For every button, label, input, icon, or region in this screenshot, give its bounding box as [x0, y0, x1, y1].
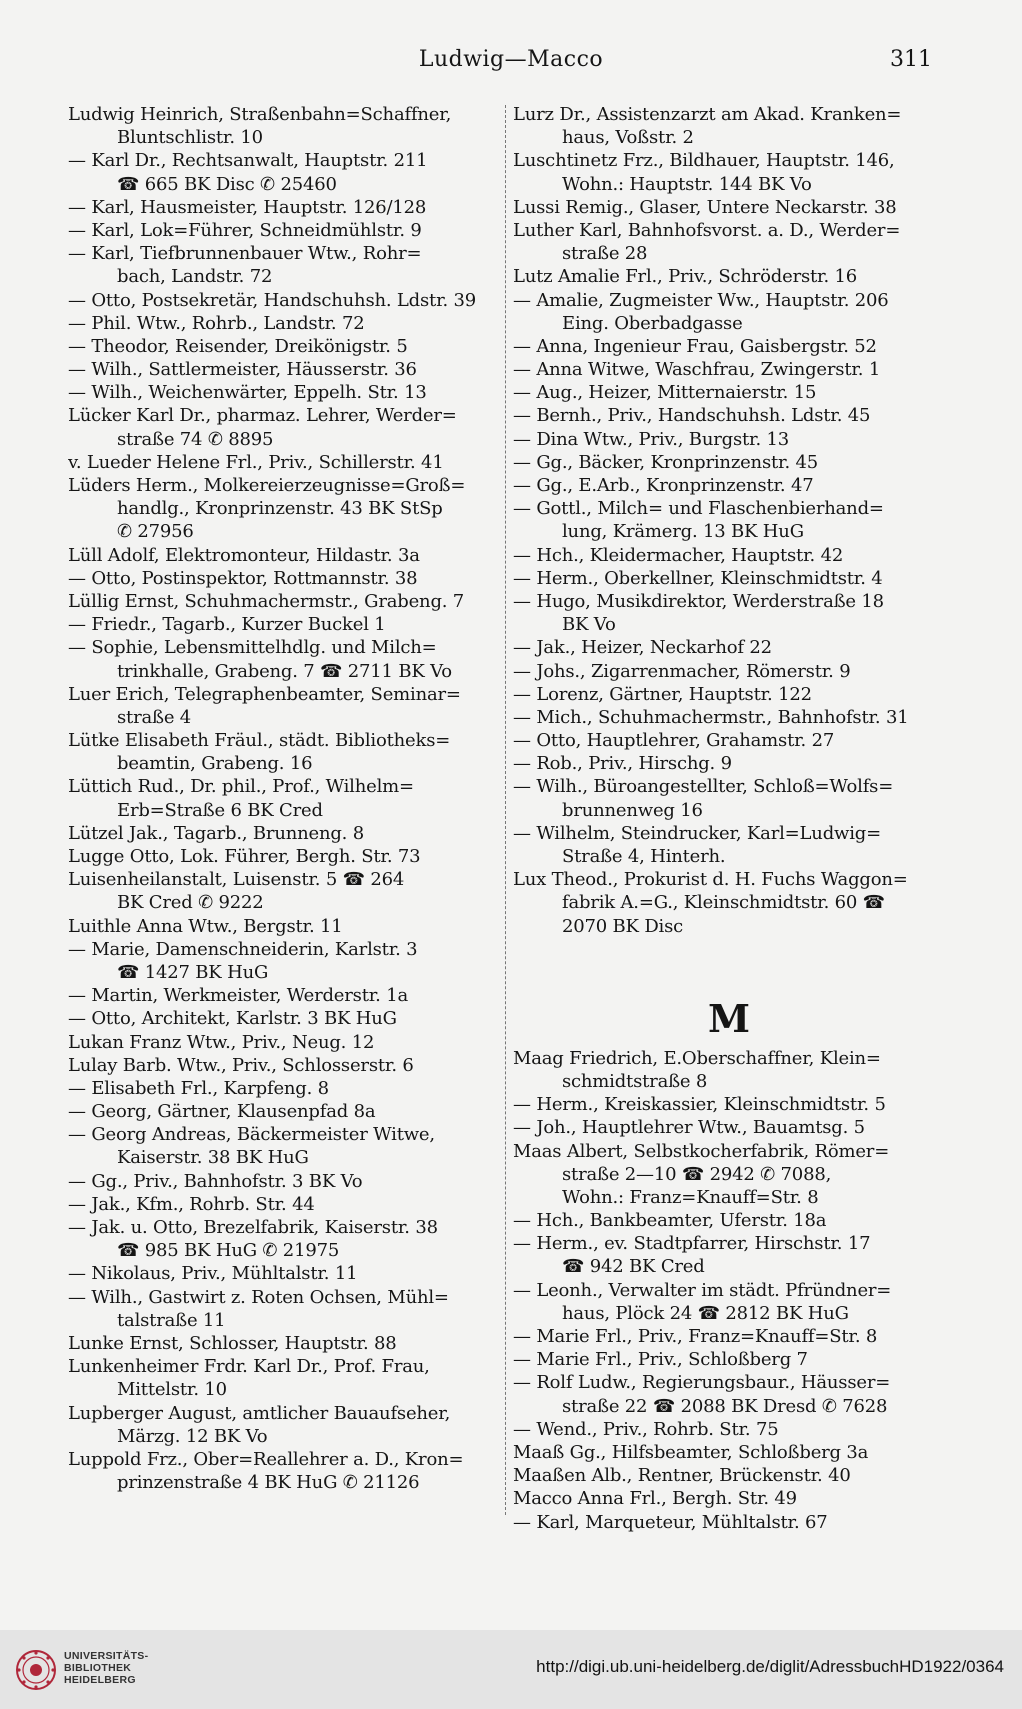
directory-entry: — Gg., Priv., Bahnhofstr. 3 BK Vo	[68, 1170, 363, 1192]
directory-entry: — Georg, Gärtner, Klausenpfad 8a	[68, 1101, 376, 1123]
directory-entry: — Dina Wtw., Priv., Burgstr. 13	[513, 428, 789, 450]
directory-entry: Luithle Anna Wtw., Bergstr. 11	[68, 915, 343, 937]
directory-entry-continuation: straße 2—10 ☎ 2942 ✆ 7088,	[562, 1163, 832, 1185]
directory-entry: Lupberger August, amtlicher Bauaufseher,	[68, 1402, 451, 1424]
directory-entry-continuation: bach, Landstr. 72	[117, 266, 273, 288]
directory-entry: — Herm., Kreiskassier, Kleinschmidtstr. 5	[513, 1094, 886, 1116]
directory-entry: Maaßen Alb., Rentner, Brückenstr. 40	[513, 1465, 851, 1487]
directory-entry: — Phil. Wtw., Rohrb., Landstr. 72	[68, 312, 365, 334]
directory-entry: — Gg., Bäcker, Kronprinzenstr. 45	[513, 451, 818, 473]
directory-entry: Maaß Gg., Hilfsbeamter, Schloßberg 3a	[513, 1441, 869, 1463]
directory-entry: — Otto, Postsekretär, Handschuhsh. Ldstr. 39	[68, 289, 477, 311]
directory-entry: — Lorenz, Gärtner, Hauptstr. 122	[513, 683, 812, 705]
directory-entry-continuation: talstraße 11	[117, 1309, 226, 1331]
directory-entry: — Mich., Schuhmachermstr., Bahnhofstr. 31	[513, 706, 909, 728]
directory-entry-continuation: BK Cred ✆ 9222	[117, 892, 264, 914]
directory-entry: Lunke Ernst, Schlosser, Hauptstr. 88	[68, 1332, 397, 1354]
directory-entry-continuation: haus, Plöck 24 ☎ 2812 BK HuG	[562, 1302, 849, 1324]
directory-entry: — Wilh., Sattlermeister, Häusserstr. 36	[68, 359, 417, 381]
directory-entry: — Hch., Kleidermacher, Hauptstr. 42	[513, 544, 844, 566]
directory-entry: — Otto, Architekt, Karlstr. 3 BK HuG	[68, 1008, 397, 1030]
university-seal-icon	[14, 1648, 58, 1692]
directory-entry: — Elisabeth Frl., Karpfeng. 8	[68, 1077, 329, 1099]
directory-entry: — Joh., Hauptlehrer Wtw., Bauamtsg. 5	[513, 1117, 865, 1139]
directory-entry-continuation: ☎ 985 BK HuG ✆ 21975	[117, 1240, 340, 1262]
directory-entry: Lützel Jak., Tagarb., Brunneng. 8	[68, 822, 364, 844]
footer-bar	[0, 1630, 1022, 1709]
directory-entry: Ludwig Heinrich, Straßenbahn=Schaffner,	[68, 104, 452, 125]
directory-entry: — Otto, Postinspektor, Rottmannstr. 38	[68, 567, 418, 589]
directory-entry-continuation: straße 74 ✆ 8895	[117, 428, 274, 450]
directory-entry: Lukan Franz Wtw., Priv., Neug. 12	[68, 1031, 375, 1053]
directory-entry: — Karl, Hausmeister, Hauptstr. 126/128	[68, 196, 427, 218]
directory-entry: Lücker Karl Dr., pharmaz. Lehrer, Werder=	[68, 405, 457, 427]
directory-entry: — Bernh., Priv., Handschuhsh. Ldstr. 45	[513, 405, 871, 427]
directory-entry: — Johs., Zigarrenmacher, Römerstr. 9	[513, 660, 851, 682]
directory-entry: Lutz Amalie Frl., Priv., Schröderstr. 16	[513, 266, 858, 288]
directory-entry: Maas Albert, Selbstkocherfabrik, Römer=	[513, 1140, 890, 1162]
directory-entry: — Marie, Damenschneiderin, Karlstr. 3	[68, 938, 418, 960]
directory-entry: — Leonh., Verwalter im städt. Pfründner=	[513, 1279, 892, 1301]
directory-entry-continuation: prinzenstraße 4 BK HuG ✆ 21126	[117, 1472, 420, 1494]
directory-entry: — Gottl., Milch= und Flaschenbierhand=	[513, 498, 884, 520]
directory-entry-continuation: ☎ 1427 BK HuG	[117, 961, 269, 983]
directory-entry-continuation: haus, Voßstr. 2	[562, 127, 694, 149]
directory-entry: Luther Karl, Bahnhofsvorst. a. D., Werder=	[513, 219, 901, 241]
directory-entry-continuation: Bluntschlistr. 10	[117, 127, 263, 149]
directory-entry-continuation: ✆ 27956	[117, 521, 194, 543]
directory-entry: — Amalie, Zugmeister Ww., Hauptstr. 206	[513, 289, 889, 311]
directory-entry-continuation: straße 28	[562, 243, 648, 265]
running-head: Ludwig—Macco	[418, 47, 604, 72]
directory-entry: Lüllig Ernst, Schuhmachermstr., Grabeng. 7	[68, 590, 465, 612]
directory-entry: Lurz Dr., Assistenzarzt am Akad. Kranken=	[513, 104, 902, 125]
left-column	[68, 103, 498, 1494]
directory-entry: Luer Erich, Telegraphenbeamter, Seminar=	[68, 683, 461, 705]
directory-entry-continuation: fabrik A.=G., Kleinschmidtstr. 60 ☎	[562, 892, 885, 914]
section-heading-letter: M	[707, 995, 751, 1041]
directory-entry-continuation: Mittelstr. 10	[117, 1379, 227, 1401]
directory-entry: Lugge Otto, Lok. Führer, Bergh. Str. 73	[68, 846, 421, 867]
directory-entry: — Sophie, Lebensmittelhdlg. und Milch=	[68, 637, 437, 659]
directory-entry: — Wend., Priv., Rohrb. Str. 75	[513, 1418, 779, 1440]
directory-entry: Lux Theod., Prokurist d. H. Fuchs Waggon=	[513, 869, 908, 891]
directory-entry: — Karl, Marqueteur, Mühltalstr. 67	[513, 1511, 828, 1533]
directory-entry-continuation: Eing. Oberbadgasse	[562, 312, 743, 334]
right-column	[513, 103, 945, 1534]
directory-entry: — Wilh., Büroangestellter, Schloß=Wolfs=	[513, 776, 894, 798]
directory-entry-continuation: Märzg. 12 BK Vo	[117, 1425, 268, 1447]
logo-line-3: HEIDELBERG	[64, 1674, 136, 1686]
directory-entry-continuation: BK Vo	[562, 614, 616, 636]
directory-entry: — Jak., Kfm., Rohrb. Str. 44	[68, 1193, 315, 1215]
directory-entry-continuation: brunnenweg 16	[562, 799, 703, 821]
directory-entry: Luisenheilanstalt, Luisenstr. 5 ☎ 264	[68, 869, 405, 891]
directory-entry-continuation: Wohn.: Franz=Knauff=Str. 8	[562, 1186, 819, 1208]
directory-entry: — Wilh., Gastwirt z. Roten Ochsen, Mühl=	[68, 1286, 449, 1308]
directory-entry: — Karl, Lok=Führer, Schneidmühlstr. 9	[68, 219, 422, 241]
directory-entry: — Herm., ev. Stadtpfarrer, Hirschstr. 17	[513, 1233, 871, 1255]
directory-entry: Lüders Herm., Molkereierzeugnisse=Groß=	[68, 475, 466, 496]
directory-entry: — Theodor, Reisender, Dreikönigstr. 5	[68, 335, 408, 357]
directory-entry: — Gg., E.Arb., Kronprinzenstr. 47	[513, 475, 814, 496]
directory-entry: Macco Anna Frl., Bergh. Str. 49	[513, 1488, 797, 1510]
directory-entry: — Rolf Ludw., Regierungsbaur., Häusser=	[513, 1372, 891, 1394]
section-spacer	[513, 938, 945, 990]
directory-entry: — Marie Frl., Priv., Schloßberg 7	[513, 1349, 808, 1371]
directory-entry: v. Lueder Helene Frl., Priv., Schillerstr. 41	[68, 451, 444, 473]
directory-entry: — Aug., Heizer, Mitternaierstr. 15	[513, 382, 817, 404]
directory-entry: — Karl Dr., Rechtsanwalt, Hauptstr. 211	[68, 150, 428, 172]
directory-entry-continuation: Kaiserstr. 38 BK HuG	[117, 1147, 309, 1169]
directory-entry: — Herm., Oberkellner, Kleinschmidtstr. 4	[513, 567, 883, 589]
directory-entry: — Hch., Bankbeamter, Uferstr. 18a	[513, 1210, 827, 1232]
directory-entry-continuation: lung, Krämerg. 13 BK HuG	[562, 521, 804, 543]
page-number: 311	[890, 47, 932, 72]
directory-entry-continuation: straße 22 ☎ 2088 BK Dresd ✆ 7628	[562, 1395, 888, 1417]
directory-entry-continuation: Erb=Straße 6 BK Cred	[117, 799, 323, 821]
directory-entry: Lüll Adolf, Elektromonteur, Hildastr. 3a	[68, 544, 420, 566]
directory-entry: — Anna, Ingenieur Frau, Gaisbergstr. 52	[513, 335, 877, 357]
directory-entry: — Hugo, Musikdirektor, Werderstraße 18	[513, 590, 884, 612]
directory-entry: — Jak. u. Otto, Brezelfabrik, Kaiserstr. 38	[68, 1217, 438, 1238]
directory-entry-continuation: trinkhalle, Grabeng. 7 ☎ 2711 BK Vo	[117, 660, 452, 682]
directory-entry: Lütke Elisabeth Fräul., städt. Bibliotheks=	[68, 730, 451, 752]
directory-entry: — Anna Witwe, Waschfrau, Zwingerstr. 1	[513, 359, 881, 381]
directory-entry: — Marie Frl., Priv., Franz=Knauff=Str. 8	[513, 1326, 878, 1347]
directory-entry-continuation: straße 4	[117, 706, 192, 728]
library-logo-text	[64, 1650, 148, 1686]
directory-entry: — Wilh., Weichenwärter, Eppelh. Str. 13	[68, 382, 427, 404]
directory-entry: — Jak., Heizer, Neckarhof 22	[513, 637, 772, 659]
source-url-link[interactable]: http://digi.ub.uni-heidelberg.de/diglit/AdressbuchHD1922/0364	[536, 1657, 1004, 1676]
directory-entry: Luppold Frz., Ober=Reallehrer a. D., Kron=	[68, 1448, 464, 1470]
directory-entry: Luschtinetz Frz., Bildhauer, Hauptstr. 146,	[513, 150, 895, 172]
directory-entry: — Nikolaus, Priv., Mühltalstr. 11	[68, 1263, 358, 1285]
directory-entry-continuation: ☎ 665 BK Disc ✆ 25460	[117, 173, 337, 195]
logo-line-2: BIBLIOTHEK	[64, 1662, 132, 1674]
directory-entry: Lüttich Rud., Dr. phil., Prof., Wilhelm=	[68, 776, 414, 798]
directory-entry: — Martin, Werkmeister, Werderstr. 1a	[68, 985, 408, 1007]
directory-entry-continuation: beamtin, Grabeng. 16	[117, 753, 313, 775]
directory-entry: — Karl, Tiefbrunnenbauer Wtw., Rohr=	[68, 243, 422, 265]
logo-line-1: UNIVERSITÄTS-	[64, 1650, 149, 1662]
directory-entry: Lulay Barb. Wtw., Priv., Schlosserstr. 6	[68, 1054, 414, 1076]
directory-entry: — Georg Andreas, Bäckermeister Witwe,	[68, 1124, 435, 1146]
directory-entry: — Friedr., Tagarb., Kurzer Buckel 1	[68, 614, 386, 636]
directory-entry: — Rob., Priv., Hirschg. 9	[513, 753, 732, 775]
directory-entry: — Wilhelm, Steindrucker, Karl=Ludwig=	[513, 822, 881, 844]
directory-entry-continuation: Wohn.: Hauptstr. 144 BK Vo	[562, 173, 812, 195]
directory-entry: Lussi Remig., Glaser, Untere Neckarstr. 38	[513, 196, 897, 218]
directory-entry: Lunkenheimer Frdr. Karl Dr., Prof. Frau,	[68, 1356, 430, 1378]
directory-entry: Maag Friedrich, E.Oberschaffner, Klein=	[513, 1047, 881, 1069]
directory-entry-continuation: 2070 BK Disc	[562, 915, 684, 937]
directory-entry-continuation: handlg., Kronprinzenstr. 43 BK StSp	[117, 498, 443, 520]
directory-entry-continuation: schmidtstraße 8	[562, 1070, 708, 1092]
directory-entry-continuation: Straße 4, Hinterh.	[562, 846, 726, 867]
column-divider	[505, 105, 506, 1515]
directory-entry: — Otto, Hauptlehrer, Grahamstr. 27	[513, 730, 835, 752]
directory-entry-continuation: ☎ 942 BK Cred	[562, 1256, 705, 1278]
